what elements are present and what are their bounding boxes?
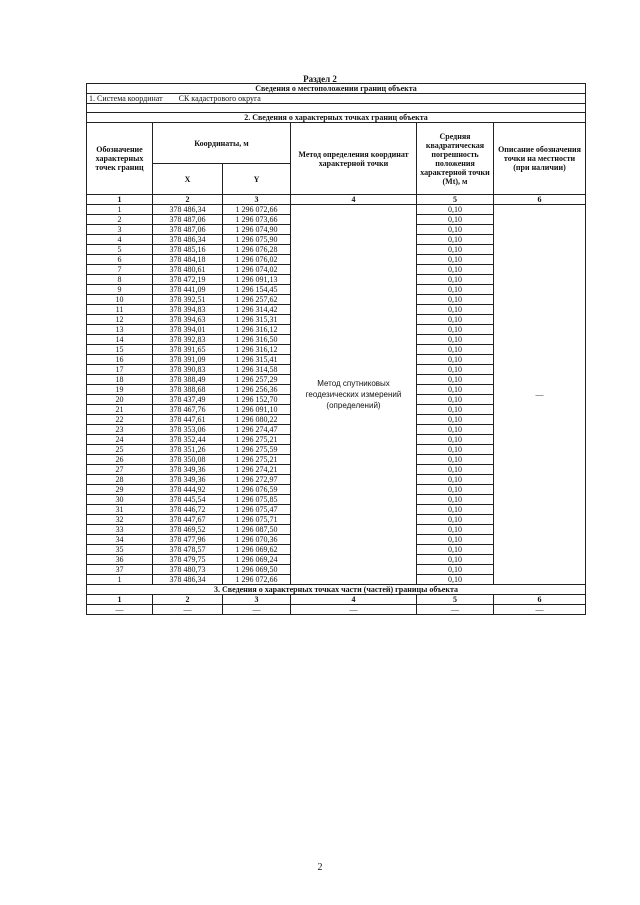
x-coordinate-cell: 378 394,01	[153, 325, 223, 335]
point-number-cell: 12	[87, 315, 153, 325]
column-number-cell: 4	[291, 195, 417, 205]
y-coordinate-cell: 1 296 091,10	[223, 405, 291, 415]
header-coordinates: Координаты, м	[153, 123, 291, 164]
y-coordinate-cell: 1 296 315,31	[223, 315, 291, 325]
point-number-cell: 27	[87, 465, 153, 475]
accuracy-cell: 0,10	[417, 475, 494, 485]
accuracy-cell: 0,10	[417, 365, 494, 375]
x-coordinate-cell: 378 467,76	[153, 405, 223, 415]
x-coordinate-cell: 378 394,83	[153, 305, 223, 315]
x-coordinate-cell: 378 388,49	[153, 375, 223, 385]
block2-title: 2. Сведения о характерных точках границ объекта	[87, 113, 586, 123]
x-coordinate-cell: 378 351,26	[153, 445, 223, 455]
y-coordinate-cell: 1 296 075,47	[223, 505, 291, 515]
block3-empty-cell: —	[87, 605, 153, 615]
block3-title: 3. Сведения о характерных точках части (частей) границы объекта	[87, 585, 586, 595]
accuracy-cell: 0,10	[417, 255, 494, 265]
point-number-cell: 9	[87, 285, 153, 295]
point-number-cell: 22	[87, 415, 153, 425]
column-number-cell: 5	[417, 195, 494, 205]
y-coordinate-cell: 1 296 316,50	[223, 335, 291, 345]
y-coordinate-cell: 1 296 316,12	[223, 325, 291, 335]
point-number-cell: 5	[87, 245, 153, 255]
point-number-cell: 26	[87, 455, 153, 465]
y-coordinate-cell: 1 296 274,47	[223, 425, 291, 435]
column-number-cell: 3	[223, 195, 291, 205]
y-coordinate-cell: 1 296 314,42	[223, 305, 291, 315]
header-accuracy: Средняя квадратическая погрешность положения характерной точки (Mt), м	[417, 123, 494, 195]
accuracy-cell: 0,10	[417, 435, 494, 445]
accuracy-cell: 0,10	[417, 385, 494, 395]
accuracy-cell: 0,10	[417, 405, 494, 415]
y-coordinate-cell: 1 296 087,50	[223, 525, 291, 535]
accuracy-cell: 0,10	[417, 525, 494, 535]
y-coordinate-cell: 1 296 072,66	[223, 205, 291, 215]
accuracy-cell: 0,10	[417, 495, 494, 505]
accuracy-cell: 0,10	[417, 355, 494, 365]
y-coordinate-cell: 1 296 154,45	[223, 285, 291, 295]
coordinate-system-cell	[87, 94, 586, 104]
block3-column-number-row	[87, 595, 586, 605]
point-number-cell: 6	[87, 255, 153, 265]
x-coordinate-cell: 378 394,63	[153, 315, 223, 325]
point-number-cell: 29	[87, 485, 153, 495]
y-coordinate-cell: 1 296 080,22	[223, 415, 291, 425]
x-coordinate-cell: 378 391,65	[153, 345, 223, 355]
point-number-cell: 36	[87, 555, 153, 565]
block3-empty-cell: —	[153, 605, 223, 615]
accuracy-cell: 0,10	[417, 515, 494, 525]
y-coordinate-cell: 1 296 074,02	[223, 265, 291, 275]
accuracy-cell: 0,10	[417, 225, 494, 235]
table-body	[87, 84, 586, 615]
page-number: 2	[317, 862, 323, 873]
accuracy-cell: 0,10	[417, 275, 494, 285]
y-coordinate-cell: 1 296 069,50	[223, 565, 291, 575]
x-coordinate-cell: 378 392,51	[153, 295, 223, 305]
x-coordinate-cell: 378 388,68	[153, 385, 223, 395]
header-row-1	[87, 123, 586, 164]
x-coordinate-cell: 378 485,16	[153, 245, 223, 255]
accuracy-cell: 0,10	[417, 375, 494, 385]
point-number-cell: 19	[87, 385, 153, 395]
point-number-cell: 25	[87, 445, 153, 455]
x-coordinate-cell: 378 349,36	[153, 475, 223, 485]
x-coordinate-cell: 378 352,44	[153, 435, 223, 445]
y-coordinate-cell: 1 296 069,62	[223, 545, 291, 555]
y-coordinate-cell: 1 296 275,21	[223, 435, 291, 445]
section-heading: Раздел 2	[303, 74, 337, 84]
block3-empty-cell: —	[417, 605, 494, 615]
y-coordinate-cell: 1 296 316,12	[223, 345, 291, 355]
header-y: Y	[223, 164, 291, 195]
y-coordinate-cell: 1 296 076,28	[223, 245, 291, 255]
block1-title-row	[87, 84, 586, 94]
point-number-cell: 17	[87, 365, 153, 375]
accuracy-cell: 0,10	[417, 415, 494, 425]
y-coordinate-cell: 1 296 075,71	[223, 515, 291, 525]
y-coordinate-cell: 1 296 315,41	[223, 355, 291, 365]
y-coordinate-cell: 1 296 257,62	[223, 295, 291, 305]
column-number-cell: 6	[494, 195, 586, 205]
x-coordinate-cell: 378 478,57	[153, 545, 223, 555]
block3-column-number-cell: 4	[291, 595, 417, 605]
x-coordinate-cell: 378 441,09	[153, 285, 223, 295]
x-coordinate-cell: 378 486,34	[153, 235, 223, 245]
point-number-cell: 31	[87, 505, 153, 515]
block1-title: Сведения о местоположении границ объекта	[87, 84, 586, 94]
y-coordinate-cell: 1 296 075,90	[223, 235, 291, 245]
x-coordinate-cell: 378 349,36	[153, 465, 223, 475]
accuracy-cell: 0,10	[417, 445, 494, 455]
column-number-cell: 1	[87, 195, 153, 205]
x-coordinate-cell: 378 445,54	[153, 495, 223, 505]
block3-empty-row	[87, 605, 586, 615]
block2-title-row	[87, 113, 586, 123]
description-cell: —	[494, 205, 586, 585]
point-number-cell: 16	[87, 355, 153, 365]
point-number-cell: 13	[87, 325, 153, 335]
accuracy-cell: 0,10	[417, 425, 494, 435]
header-x: X	[153, 164, 223, 195]
point-number-cell: 7	[87, 265, 153, 275]
x-coordinate-cell: 378 392,83	[153, 335, 223, 345]
accuracy-cell: 0,10	[417, 335, 494, 345]
point-number-cell: 2	[87, 215, 153, 225]
point-number-cell: 35	[87, 545, 153, 555]
point-number-cell: 20	[87, 395, 153, 405]
block3-empty-cell: —	[291, 605, 417, 615]
point-number-cell: 30	[87, 495, 153, 505]
header-point-designation: Обозначение характерных точек границ	[87, 123, 153, 195]
blank-cell	[87, 104, 586, 113]
x-coordinate-cell: 378 447,67	[153, 515, 223, 525]
y-coordinate-cell: 1 296 256,36	[223, 385, 291, 395]
accuracy-cell: 0,10	[417, 215, 494, 225]
x-coordinate-cell: 378 390,83	[153, 365, 223, 375]
accuracy-cell: 0,10	[417, 345, 494, 355]
x-coordinate-cell: 378 350,08	[153, 455, 223, 465]
point-number-cell: 21	[87, 405, 153, 415]
point-number-cell: 3	[87, 225, 153, 235]
point-number-cell: 8	[87, 275, 153, 285]
column-number-cell: 2	[153, 195, 223, 205]
block3-column-number-cell: 5	[417, 595, 494, 605]
accuracy-cell: 0,10	[417, 285, 494, 295]
point-number-cell: 33	[87, 525, 153, 535]
accuracy-cell: 0,10	[417, 505, 494, 515]
x-coordinate-cell: 378 472,19	[153, 275, 223, 285]
point-number-cell: 24	[87, 435, 153, 445]
accuracy-cell: 0,10	[417, 555, 494, 565]
block3-title-row	[87, 585, 586, 595]
table-row	[87, 205, 586, 215]
blank-row	[87, 104, 586, 113]
y-coordinate-cell: 1 296 069,24	[223, 555, 291, 565]
accuracy-cell: 0,10	[417, 535, 494, 545]
accuracy-cell: 0,10	[417, 235, 494, 245]
x-coordinate-cell: 378 486,34	[153, 205, 223, 215]
point-number-cell: 18	[87, 375, 153, 385]
accuracy-cell: 0,10	[417, 565, 494, 575]
accuracy-cell: 0,10	[417, 575, 494, 585]
coordinate-system-row	[87, 94, 586, 104]
point-number-cell: 11	[87, 305, 153, 315]
accuracy-cell: 0,10	[417, 245, 494, 255]
x-coordinate-cell: 378 480,61	[153, 265, 223, 275]
y-coordinate-cell: 1 296 072,66	[223, 575, 291, 585]
x-coordinate-cell: 378 353,06	[153, 425, 223, 435]
x-coordinate-cell: 378 484,18	[153, 255, 223, 265]
boundary-table	[86, 83, 586, 615]
y-coordinate-cell: 1 296 076,02	[223, 255, 291, 265]
accuracy-cell: 0,10	[417, 545, 494, 555]
y-coordinate-cell: 1 296 257,29	[223, 375, 291, 385]
point-number-cell: 32	[87, 515, 153, 525]
y-coordinate-cell: 1 296 076,59	[223, 485, 291, 495]
point-number-cell: 1	[87, 205, 153, 215]
accuracy-cell: 0,10	[417, 455, 494, 465]
point-number-cell: 37	[87, 565, 153, 575]
column-number-row	[87, 195, 586, 205]
y-coordinate-cell: 1 296 073,66	[223, 215, 291, 225]
x-coordinate-cell: 378 479,75	[153, 555, 223, 565]
y-coordinate-cell: 1 296 275,21	[223, 455, 291, 465]
block3-column-number-cell: 2	[153, 595, 223, 605]
block3-empty-cell: —	[223, 605, 291, 615]
x-coordinate-cell: 378 446,72	[153, 505, 223, 515]
x-coordinate-cell: 378 480,73	[153, 565, 223, 575]
y-coordinate-cell: 1 296 275,59	[223, 445, 291, 455]
point-number-cell: 14	[87, 335, 153, 345]
y-coordinate-cell: 1 296 074,90	[223, 225, 291, 235]
accuracy-cell: 0,10	[417, 315, 494, 325]
x-coordinate-cell: 378 447,61	[153, 415, 223, 425]
x-coordinate-cell: 378 487,06	[153, 215, 223, 225]
block3-empty-cell: —	[494, 605, 586, 615]
block3-column-number-cell: 3	[223, 595, 291, 605]
x-coordinate-cell: 378 477,96	[153, 535, 223, 545]
accuracy-cell: 0,10	[417, 205, 494, 215]
accuracy-cell: 0,10	[417, 325, 494, 335]
y-coordinate-cell: 1 296 274,21	[223, 465, 291, 475]
coordinate-system-value: СК кадастрового округа	[178, 94, 261, 103]
accuracy-cell: 0,10	[417, 265, 494, 275]
point-number-cell: 10	[87, 295, 153, 305]
point-number-cell: 34	[87, 535, 153, 545]
y-coordinate-cell: 1 296 314,58	[223, 365, 291, 375]
header-description: Описание обозначения точки на местности (при наличии)	[494, 123, 586, 195]
accuracy-cell: 0,10	[417, 305, 494, 315]
accuracy-cell: 0,10	[417, 395, 494, 405]
accuracy-cell: 0,10	[417, 465, 494, 475]
x-coordinate-cell: 378 437,49	[153, 395, 223, 405]
y-coordinate-cell: 1 296 075,85	[223, 495, 291, 505]
x-coordinate-cell: 378 487,06	[153, 225, 223, 235]
point-number-cell: 1	[87, 575, 153, 585]
point-number-cell: 23	[87, 425, 153, 435]
block3-column-number-cell: 6	[494, 595, 586, 605]
y-coordinate-cell: 1 296 272,97	[223, 475, 291, 485]
accuracy-cell: 0,10	[417, 485, 494, 495]
y-coordinate-cell: 1 296 152,70	[223, 395, 291, 405]
x-coordinate-cell: 378 486,34	[153, 575, 223, 585]
point-number-cell: 4	[87, 235, 153, 245]
x-coordinate-cell: 378 444,92	[153, 485, 223, 495]
coordinate-system-label: 1. Система координат	[89, 94, 163, 103]
x-coordinate-cell: 378 391,09	[153, 355, 223, 365]
accuracy-cell: 0,10	[417, 295, 494, 305]
y-coordinate-cell: 1 296 070,36	[223, 535, 291, 545]
x-coordinate-cell: 378 469,52	[153, 525, 223, 535]
block3-column-number-cell: 1	[87, 595, 153, 605]
point-number-cell: 15	[87, 345, 153, 355]
point-number-cell: 28	[87, 475, 153, 485]
y-coordinate-cell: 1 296 091,13	[223, 275, 291, 285]
header-method: Метод определения координат характерной точки	[291, 123, 417, 195]
method-cell: Метод спутниковых геодезических измерений (определений)	[291, 205, 417, 585]
